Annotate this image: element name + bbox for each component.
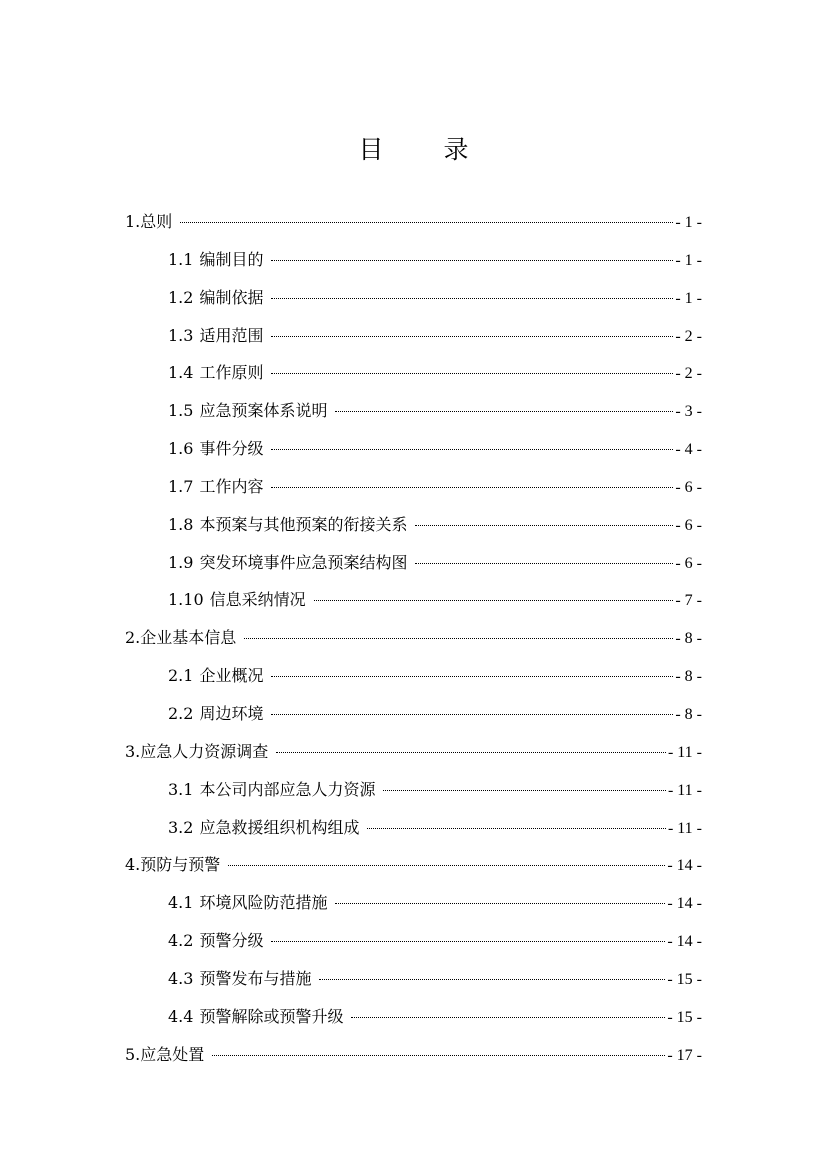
toc-entry-page-number: - 15 - (667, 970, 702, 988)
toc-entry-label (125, 733, 268, 771)
dot-leader (271, 941, 665, 942)
toc-entry-chapter[interactable] (125, 1036, 702, 1074)
dot-leader (271, 449, 673, 450)
toc-entry-section[interactable] (125, 809, 702, 847)
toc-entry-text: 预警解除或预警升级 (199, 1006, 344, 1026)
toc-entry-section[interactable] (125, 468, 702, 506)
toc-entry-label (168, 317, 263, 355)
toc-entry-section[interactable] (125, 581, 702, 619)
toc-entry-label (168, 279, 263, 317)
toc-entry-number: 4.2 (168, 931, 194, 951)
dot-leader (319, 979, 665, 980)
toc-entry-label (125, 1036, 204, 1074)
dot-leader (271, 676, 673, 677)
toc-entry-chapter[interactable] (125, 203, 702, 241)
dot-leader (271, 373, 673, 374)
toc-entry-page-number: - 6 - (675, 516, 702, 534)
toc-entry-label (168, 998, 343, 1036)
toc-entry-section[interactable] (125, 771, 702, 809)
toc-entry-page-number: - 1 - (675, 251, 702, 269)
toc-entry-text: 环境风险防范措施 (199, 893, 328, 913)
toc-entry-label (168, 241, 263, 279)
dot-leader (415, 525, 673, 526)
toc-entry-section[interactable] (125, 884, 702, 922)
table-of-contents (125, 203, 702, 1073)
toc-entry-text: 预警发布与措施 (199, 968, 312, 988)
toc-entry-label (168, 884, 327, 922)
toc-entry-page-number: - 11 - (667, 743, 702, 761)
toc-entry-section[interactable] (125, 392, 702, 430)
toc-entry-number: 3.2 (168, 817, 194, 837)
dot-leader (271, 260, 673, 261)
toc-entry-section[interactable] (125, 354, 702, 392)
toc-entry-number: 5. (125, 1044, 141, 1064)
toc-entry-section[interactable] (125, 922, 702, 960)
toc-entry-label (168, 392, 327, 430)
toc-entry-label (168, 771, 375, 809)
toc-entry-label (168, 430, 263, 468)
toc-entry-page-number: - 11 - (667, 819, 702, 837)
toc-entry-page-number: - 15 - (667, 1008, 702, 1026)
toc-entry-chapter[interactable] (125, 733, 702, 771)
toc-entry-text: 企业基本信息 (140, 628, 237, 648)
toc-entry-page-number: - 14 - (667, 895, 702, 913)
toc-entry-page-number: - 6 - (675, 478, 702, 496)
toc-entry-number: 1.2 (168, 287, 194, 307)
toc-entry-label (168, 657, 263, 695)
toc-entry-number: 1.10 (168, 590, 204, 610)
toc-entry-label (168, 354, 263, 392)
toc-entry-number: 3. (125, 741, 141, 761)
toc-entry-page-number: - 14 - (667, 933, 702, 951)
toc-entry-page-number: - 3 - (675, 403, 702, 421)
toc-entry-page-number: - 14 - (667, 857, 702, 875)
toc-entry-text: 工作原则 (199, 363, 264, 383)
toc-entry-text: 编制依据 (199, 287, 264, 307)
dot-leader (271, 714, 673, 715)
toc-entry-text: 本公司内部应急人力资源 (199, 779, 376, 799)
toc-entry-text: 应急预案体系说明 (199, 401, 328, 421)
toc-entry-page-number: - 4 - (675, 441, 702, 459)
toc-entry-number: 4.3 (168, 968, 194, 988)
toc-entry-section[interactable] (125, 506, 702, 544)
toc-entry-label (168, 809, 359, 847)
dot-leader (415, 563, 673, 564)
toc-entry-label (125, 619, 236, 657)
toc-entry-chapter[interactable] (125, 846, 702, 884)
toc-entry-text: 预防与预警 (140, 855, 221, 875)
dot-leader (271, 336, 673, 337)
toc-entry-section[interactable] (125, 279, 702, 317)
toc-entry-section[interactable] (125, 960, 702, 998)
dot-leader (271, 298, 673, 299)
toc-entry-number: 2.2 (168, 703, 194, 723)
toc-entry-text: 应急救援组织机构组成 (199, 817, 360, 837)
toc-entry-number: 1.3 (168, 325, 194, 345)
dot-leader (244, 638, 673, 639)
toc-entry-label (168, 922, 263, 960)
dot-leader (271, 487, 673, 488)
toc-entry-text: 突发环境事件应急预案结构图 (199, 552, 408, 572)
toc-entry-text: 周边环境 (199, 703, 264, 723)
dot-leader (383, 790, 665, 791)
dot-leader (335, 411, 673, 412)
dot-leader (228, 865, 665, 866)
dot-leader (367, 828, 665, 829)
toc-entry-number: 1.1 (168, 249, 194, 269)
toc-entry-label (168, 960, 311, 998)
toc-entry-text: 应急处置 (140, 1044, 205, 1064)
dot-leader (335, 903, 665, 904)
toc-entry-page-number: - 2 - (675, 365, 702, 383)
toc-entry-number: 1.7 (168, 476, 194, 496)
toc-entry-section[interactable] (125, 695, 702, 733)
toc-entry-text: 事件分级 (199, 439, 264, 459)
toc-entry-label (168, 468, 263, 506)
toc-entry-page-number: - 8 - (675, 630, 702, 648)
toc-entry-text: 总则 (140, 212, 173, 231)
toc-entry-text: 企业概况 (199, 666, 264, 686)
toc-entry-text: 信息采纳情况 (209, 590, 306, 610)
toc-entry-text: 工作内容 (199, 476, 264, 496)
dot-leader (212, 1055, 665, 1056)
toc-entry-text: 本预案与其他预案的衔接关系 (199, 514, 408, 534)
toc-entry-text: 适用范围 (199, 325, 264, 345)
toc-entry-page-number: - 1 - (675, 214, 702, 231)
toc-entry-page-number: - 17 - (667, 1046, 702, 1064)
dot-leader (351, 1017, 665, 1018)
toc-entry-text: 应急人力资源调查 (140, 741, 269, 761)
toc-entry-number: 1.8 (168, 514, 194, 534)
toc-entry-label (125, 203, 172, 241)
toc-entry-section[interactable] (125, 657, 702, 695)
toc-entry-text: 编制目的 (199, 249, 264, 269)
toc-entry-number: 3.1 (168, 779, 194, 799)
toc-entry-page-number: - 6 - (675, 554, 702, 572)
toc-entry-label (168, 695, 263, 733)
dot-leader (314, 600, 674, 601)
toc-entry-page-number: - 7 - (675, 592, 702, 610)
toc-entry-number: 2.1 (168, 666, 194, 686)
toc-entry-number: 1. (125, 212, 141, 231)
toc-entry-section[interactable] (125, 998, 702, 1036)
toc-entry-number: 4. (125, 855, 141, 875)
toc-entry-page-number: - 8 - (675, 705, 702, 723)
toc-entry-section[interactable] (125, 430, 702, 468)
page-title: 目 录 (358, 135, 495, 164)
toc-entry-section[interactable] (125, 317, 702, 355)
toc-entry-page-number: - 8 - (675, 668, 702, 686)
toc-entry-number: 1.4 (168, 363, 194, 383)
toc-entry-number: 1.5 (168, 401, 194, 421)
toc-entry-page-number: - 11 - (667, 781, 702, 799)
toc-entry-section[interactable] (125, 544, 702, 582)
toc-entry-number: 4.4 (168, 1006, 194, 1026)
toc-entry-label (168, 506, 407, 544)
toc-entry-section[interactable] (125, 241, 702, 279)
toc-entry-label (125, 846, 220, 884)
toc-entry-chapter[interactable] (125, 619, 702, 657)
toc-entry-label (168, 581, 306, 619)
toc-entry-page-number: - 2 - (675, 327, 702, 345)
toc-entry-page-number: - 1 - (675, 289, 702, 307)
toc-entry-number: 2. (125, 628, 141, 648)
toc-entry-number: 4.1 (168, 893, 194, 913)
toc-entry-text: 预警分级 (199, 931, 264, 951)
dot-leader (276, 752, 666, 753)
dot-leader (180, 222, 673, 223)
toc-entry-number: 1.6 (168, 439, 194, 459)
toc-entry-number: 1.9 (168, 552, 194, 572)
toc-entry-label (168, 544, 407, 582)
